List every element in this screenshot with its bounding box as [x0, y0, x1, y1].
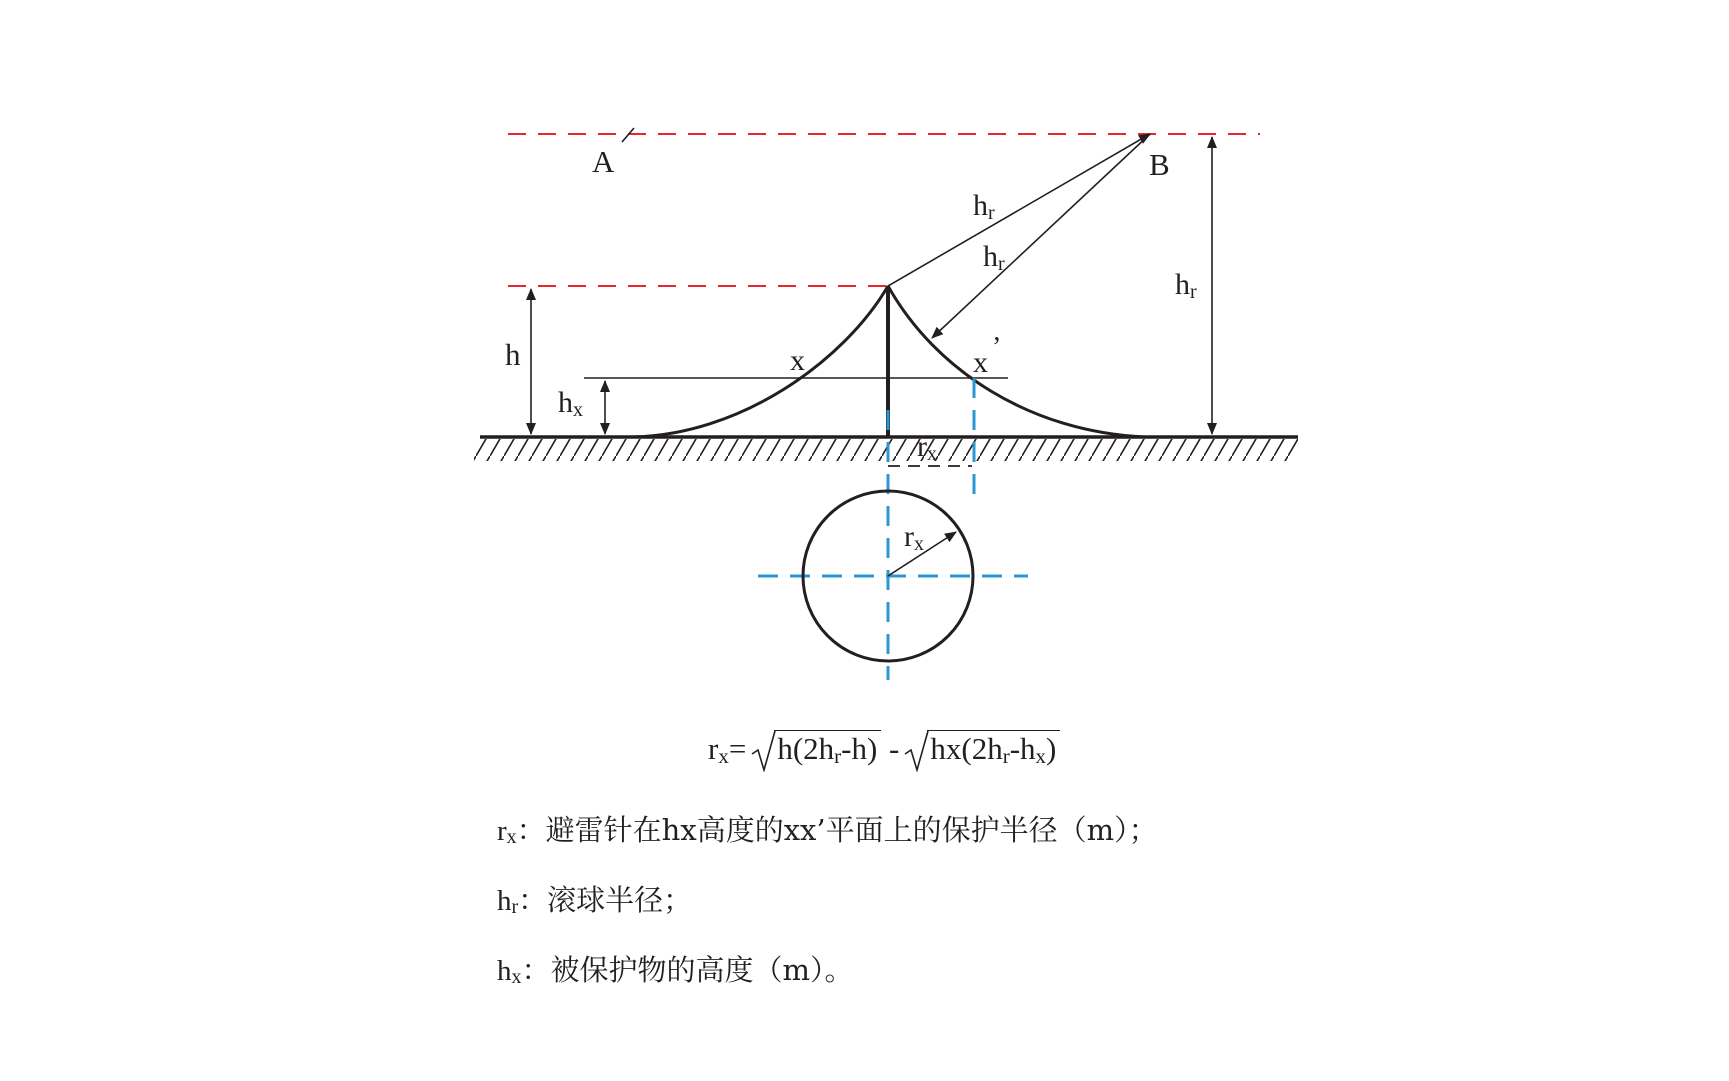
ground-hatching: [474, 439, 1298, 461]
formula-minus: -: [889, 731, 900, 766]
legend-rx: [497, 808, 1158, 849]
hr-upper-sub: r: [988, 202, 995, 224]
rad2-c: ): [1046, 731, 1057, 766]
label-h: h: [505, 337, 521, 372]
rx-ground-sub: x: [927, 443, 937, 465]
hr-line-B-to-curve: [932, 134, 1150, 338]
formula-lhs: r: [708, 731, 719, 766]
radical-1-sign: [750, 730, 776, 772]
rad2-sub: r: [1002, 744, 1010, 768]
label-B: B: [1149, 147, 1170, 182]
right-protection-curve: [888, 286, 1145, 437]
label-hr-upper: [973, 189, 995, 224]
legend-hr-sym: h: [497, 885, 512, 917]
rx-circle-base: r: [904, 520, 914, 553]
x-right-prime: ’: [992, 332, 1002, 363]
label-hx: [558, 386, 583, 421]
label-x-right: [973, 332, 1001, 379]
hr-lower-base: h: [983, 240, 998, 273]
label-x-left: x: [790, 344, 805, 377]
rad2-sub2: x: [1035, 744, 1047, 768]
hx-sub: x: [573, 399, 583, 421]
rad1-a: h(2h: [777, 731, 835, 766]
legend-hx-sub: x: [511, 966, 522, 988]
hx-base: h: [558, 386, 573, 419]
rx-circle-sub: x: [914, 533, 924, 555]
rad1-b: -h): [841, 731, 878, 766]
hr-line-tip-to-B: [888, 134, 1150, 286]
rad2-b: -h: [1009, 731, 1036, 766]
radical-2-sign: [903, 730, 929, 772]
formula-equals: =: [728, 731, 747, 766]
label-rx-circle: [904, 520, 924, 555]
legend-hx: [497, 948, 854, 989]
legend-hx-text: ：被保护物的高度（m）。: [521, 953, 854, 987]
rx-formula: [708, 730, 1060, 774]
rx-ground-base: r: [917, 430, 927, 463]
legend-hr: [497, 878, 692, 919]
legend-rx-text: ：避雷针在hx高度的xx’平面上的保护半径（m）；: [516, 813, 1158, 847]
rad2-a: hx(2h: [930, 731, 1003, 766]
hr-upper-base: h: [973, 189, 988, 222]
legend-hr-text: ：滚球半径；: [518, 883, 693, 917]
left-protection-curve: [628, 286, 888, 437]
label-hr-right: [1175, 268, 1197, 303]
label-hr-lower: [983, 240, 1005, 275]
legend-hx-sym: h: [497, 955, 512, 987]
radical-1: [750, 730, 881, 774]
formula-lhs-sub: x: [718, 744, 729, 768]
legend-rx-sub: x: [506, 826, 517, 848]
hr-right-sub: r: [1190, 281, 1197, 303]
legend-rx-sym: r: [497, 815, 507, 847]
radical-2: [903, 730, 1060, 774]
hr-lower-sub: r: [998, 253, 1005, 275]
rad1-sub: r: [834, 744, 842, 768]
label-A: A: [592, 144, 615, 179]
legend-hr-sub: r: [511, 896, 519, 918]
x-right-base: x: [973, 346, 988, 379]
hr-right-base: h: [1175, 268, 1190, 301]
